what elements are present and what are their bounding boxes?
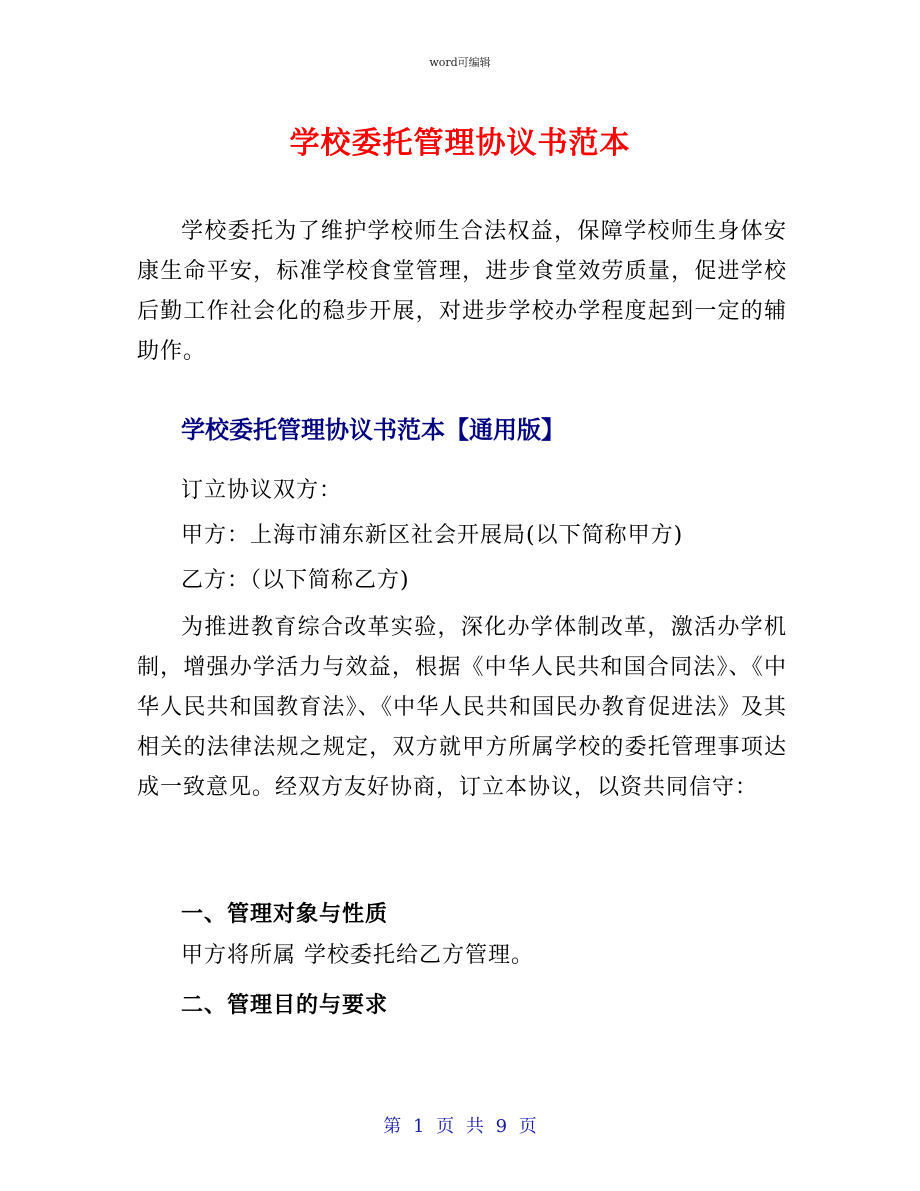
document-title: 学校委托管理协议书范本 — [289, 126, 631, 161]
party-b: 乙方：（以下简称乙方) — [181, 568, 410, 593]
intro-paragraph: 学校委托为了维护学校师生合法权益，保障学校师生身体安康生命平安，标准学校食堂管理，进步食堂效劳质量，促进学校后勤工作社会化的稳步开展，对进步学校办学程度起到一定的辅助作。 — [137, 219, 787, 364]
section-1-text: 甲方将所属 学校委托给乙方管理。 — [181, 943, 534, 968]
party-a: 甲方：上海市浦东新区社会开展局(以下简称甲方) — [181, 523, 684, 548]
preamble-paragraph: 为推进教育综合改革实验，深化办学体制改革，激活办学机制，增强办学活力与效益，根据《中华人民共和国合同法》、《中华人民共和国教育法》、《中华人民共和国民办教育促进法》及其相关的法律法规之规定，双方就甲方所属学校的委托管理事项达成一致意见。经双方友好协商，订立本协议，以资共同信守： — [137, 615, 787, 800]
section-1-heading: 一、管理对象与性质 — [181, 901, 389, 927]
parties-label: 订立协议双方： — [181, 478, 343, 503]
header-note: word可编辑 — [429, 56, 491, 69]
section-2-heading: 二、管理目的与要求 — [181, 992, 389, 1018]
page-indicator: 第 1 页 共 9 页 — [383, 1116, 537, 1137]
document-subtitle: 学校委托管理协议书范本【通用版】 — [181, 416, 565, 444]
